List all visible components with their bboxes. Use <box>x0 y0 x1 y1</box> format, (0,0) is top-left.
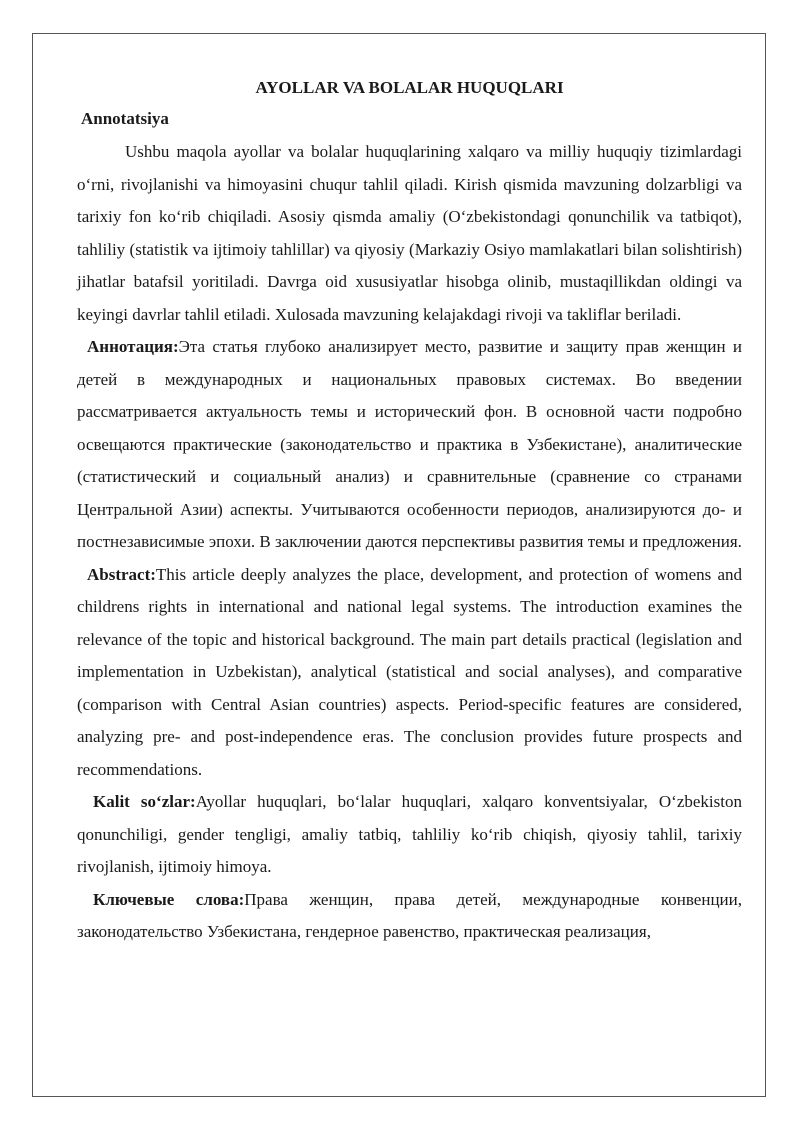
keywords-uz-label: Kalit so‘zlar: <box>93 792 196 811</box>
abstract-label: Abstract: <box>87 564 156 584</box>
annotation-ru-label: Аннотация: <box>87 337 179 356</box>
keywords-ru-label: Ключевые слова: <box>93 889 245 909</box>
document-body <box>77 74 742 949</box>
document-title: AYOLLAR VA BOLALAR HUQUQLARI <box>255 78 564 97</box>
annotation-uz-paragraph: Ushbu maqola ayollar va bolalar huquqlarining xalqaro va milliy huquqiy tizimlardagi o‘rni, rivojlanishi va himoyasini chuqur tahlil qiladi. Kirish qismida mavzuning dolzarbligi va tarixiy fon ko‘rib chiqiladi. Asosiy qismda amaliy (O‘zbekistondagi qonunchilik va tatbiqot), tahliliy (statistik va ijtimoiy tahlillar) va qiyosiy (Markaziy Osiyo mamlakatlari bilan solishtirish) jihatlar batafsil yoritiladi. Davrga oid xususiyatlar hisobga olinib, mustaqillikdan oldingi va keyingi davrlar tahlil etiladi. Xulosada mavzuning kelajakdagi rivoji va takliflar beriladi. <box>77 142 742 324</box>
annotation-ru-text: Эта статья глубоко анализирует место, развитие и защиту прав женщин и детей в международных и национальных правовых системах. Во введении рассматривается актуальность темы и исторический фон. В основной части подробно освещаются практические (законодательство и практика в Узбекистане), аналитические (статистический и социальный анализ) и сравнительные (сравнение со странами Центральной Азии) аспекты. Учитываются особенности периодов, анализируются до- и постнезависимые эпохи. В заключении даются перспективы развития темы и предложения. <box>77 337 742 551</box>
keywords-uz-text: Ayollar huquqlari, bo‘lalar huquqlari, xalqaro konventsiyalar, O‘zbekiston qonunchiligi, gender tengligi, amaliy tatbiq, tahliliy ko‘rib chiqish, qiyosiy tahlil, tarixiy rivojlanish, ijtimoiy himoya. <box>77 792 742 876</box>
keywords-uz-paragraph <box>77 786 742 884</box>
abstract-paragraph <box>77 559 742 787</box>
keywords-ru-paragraph <box>77 884 742 949</box>
annotation-heading: Annotatsiya <box>81 109 169 128</box>
annotation-ru-paragraph <box>77 331 742 559</box>
keywords-ru-text: Права женщин, права детей, международные конвенции, законодательство Узбекистана, гендерное равенство, практическая реализация, <box>77 889 742 941</box>
abstract-text: This article deeply analyzes the place, development, and protection of womens and childrens rights in international and national legal systems. The introduction examines the relevance of the topic and historical background. The main part details practical (legislation and implementation in Uzbekistan), analytical (statistical and social analyses), and comparative (comparison with Central Asian countries) aspects. Period-specific features are considered, analyzing pre- and post-independence eras. The conclusion provides future prospects and recommendations. <box>77 564 742 779</box>
